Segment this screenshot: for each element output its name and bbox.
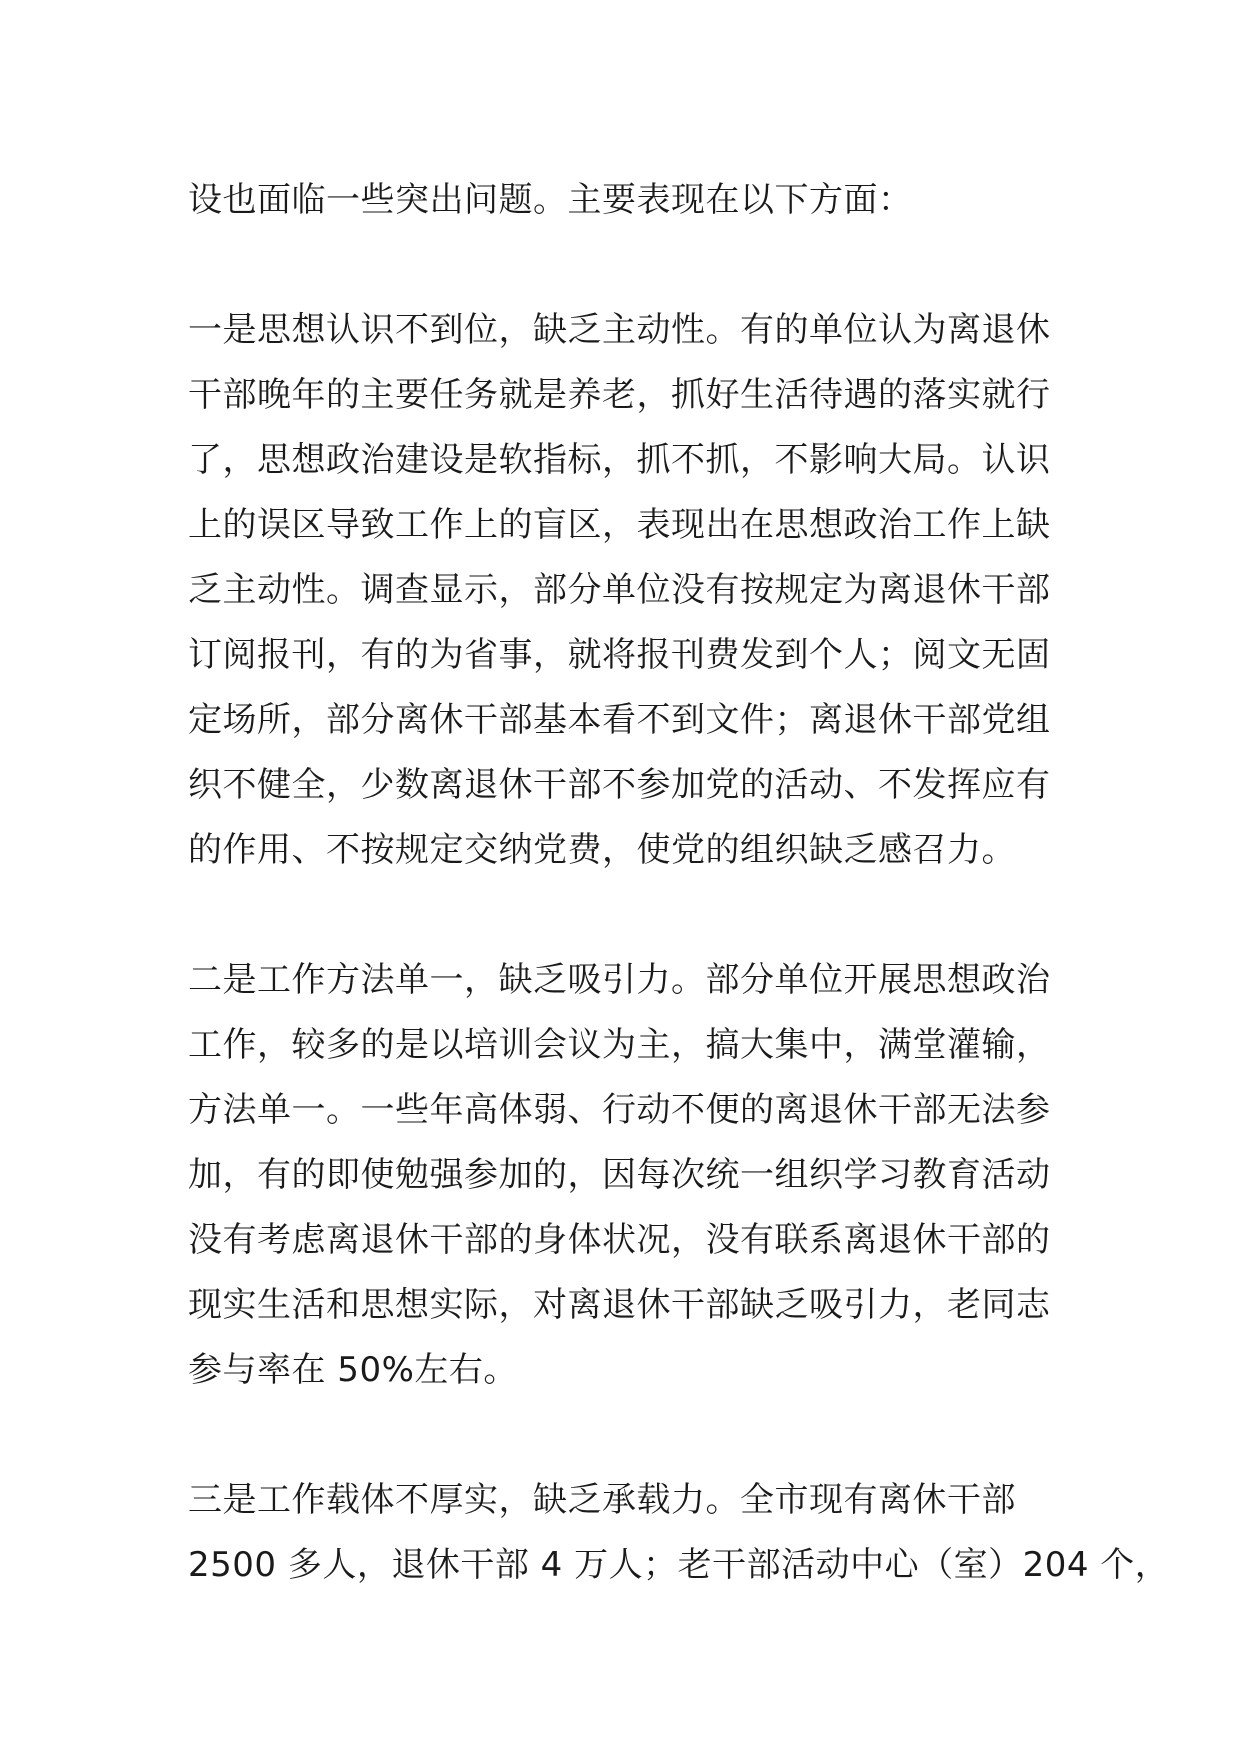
paragraph-line: 参与率在 50%左右。 bbox=[188, 1350, 518, 1390]
paragraph-line: 2500 多人，退休干部 4 万人；老干部活动中心（室）204 个， bbox=[188, 1545, 1170, 1585]
paragraph-gap bbox=[188, 1403, 1068, 1468]
intro-line: 设也面临一些突出问题。主要表现在以下方面： bbox=[188, 180, 913, 220]
paragraph-line: 定场所，部分离休干部基本看不到文件；离退休干部党组 bbox=[188, 700, 1051, 740]
paragraph-3 bbox=[188, 1468, 1170, 1598]
paragraph-line: 了，思想政治建设是软指标，抓不抓，不影响大局。认识 bbox=[188, 440, 1051, 480]
paragraph-2 bbox=[188, 948, 1068, 1403]
paragraph-line: 干部晚年的主要任务就是养老，抓好生活待遇的落实就行 bbox=[188, 375, 1051, 415]
paragraph-1 bbox=[188, 298, 1068, 883]
paragraph-line: 工作，较多的是以培训会议为主，搞大集中，满堂灌输， bbox=[188, 1025, 1051, 1065]
paragraph-line: 三是工作载体不厚实，缺乏承载力。全市现有离休干部 bbox=[188, 1480, 1016, 1520]
paragraph-line: 的作用、不按规定交纳党费，使党的组织缺乏感召力。 bbox=[188, 830, 1016, 870]
paragraph-line: 二是工作方法单一，缺乏吸引力。部分单位开展思想政治 bbox=[188, 960, 1051, 1000]
paragraph-line: 加，有的即使勉强参加的，因每次统一组织学习教育活动 bbox=[188, 1155, 1051, 1195]
paragraph-line: 订阅报刊，有的为省事，就将报刊费发到个人；阅文无固 bbox=[188, 635, 1051, 675]
paragraph-line: 现实生活和思想实际，对离退休干部缺乏吸引力，老同志 bbox=[188, 1285, 1051, 1325]
document-body bbox=[188, 168, 1170, 1598]
paragraph-line: 没有考虑离退休干部的身体状况，没有联系离退休干部的 bbox=[188, 1220, 1051, 1260]
paragraph-gap bbox=[188, 883, 1068, 948]
paragraph-line: 上的误区导致工作上的盲区，表现出在思想政治工作上缺 bbox=[188, 505, 1051, 545]
paragraph-line: 一是思想认识不到位，缺乏主动性。有的单位认为离退休 bbox=[188, 310, 1051, 350]
paragraph-line: 方法单一。一些年高体弱、行动不便的离退休干部无法参 bbox=[188, 1090, 1051, 1130]
paragraph-line: 织不健全，少数离退休干部不参加党的活动、不发挥应有 bbox=[188, 765, 1051, 805]
paragraph-gap bbox=[188, 233, 1068, 298]
paragraph-line: 乏主动性。调查显示，部分单位没有按规定为离退休干部 bbox=[188, 570, 1051, 610]
